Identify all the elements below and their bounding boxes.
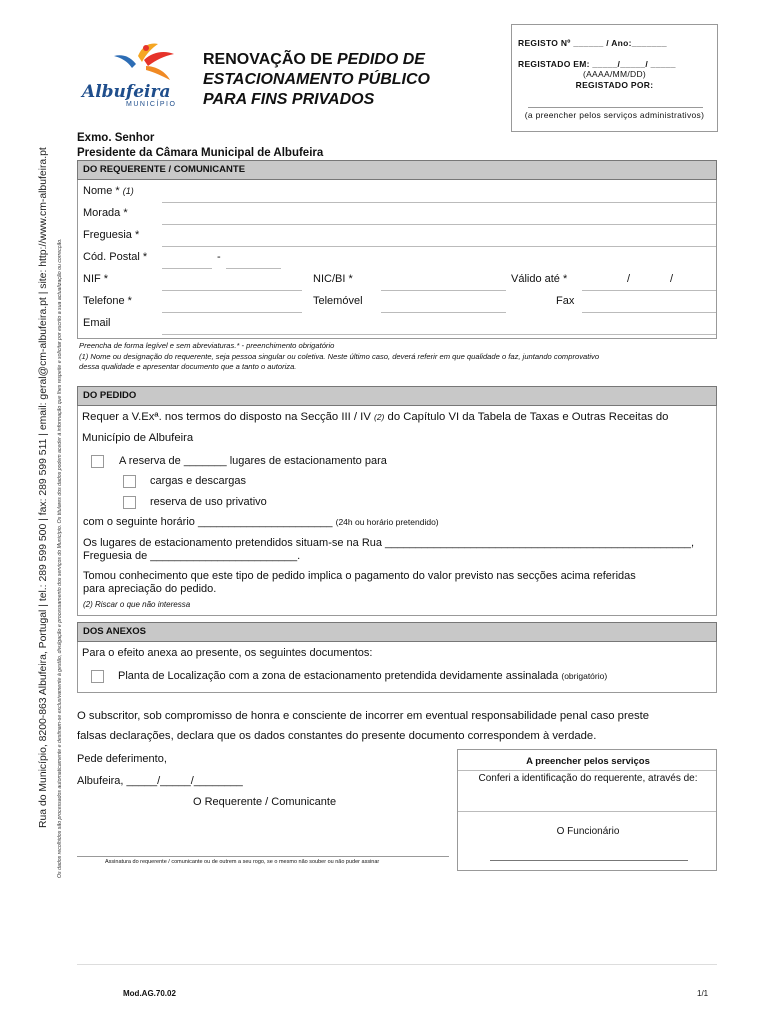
requerente-signature-line[interactable] <box>77 856 449 857</box>
declaracao-line2: falsas declarações, declara que os dados constantes do presente documento correspondem à verdade. <box>77 730 597 742</box>
section-header-requerente: DO REQUERENTE / COMUNICANTE <box>77 160 717 180</box>
cod-postal-field-2[interactable] <box>226 268 281 269</box>
pedido-req-line1b: do Capítulo VI da Tabela de Taxas e Outras Receitas do <box>387 411 669 423</box>
title-line2: ESTACIONAMENTO PÚBLICO <box>203 71 430 88</box>
date-format: (AAAA/MM/DD) <box>582 69 647 79</box>
registo-box <box>511 24 718 132</box>
sidebar-privacy-note: Os dados recolhidos são processados automaticamente e destinam-se exclusivamente à gestão, divulgação e processamento dos serviços do Município. Os titulares dos dados podem aceder à informação que lhes respeite e solicitar por escrito a sua actualização ou correcção. <box>57 238 63 878</box>
email-field[interactable] <box>162 334 716 335</box>
pedido-box <box>77 406 717 616</box>
nome-field[interactable] <box>162 202 716 203</box>
title-line1-a: RENOVAÇÃO DE <box>203 51 337 68</box>
registo-signature-line <box>528 107 703 108</box>
morada-label: Morada * <box>83 207 128 219</box>
footer-divider <box>77 964 717 965</box>
planta-label: Planta de Localização com a zona de estacionamento pretendida devidamente assinalada <box>118 670 559 682</box>
riscar-note: (2) Riscar o que não interessa <box>83 600 191 609</box>
anexos-intro: Para o efeito anexa ao presente, os seguintes documentos: <box>82 647 373 659</box>
conhecimento-line1: Tomou conhecimento que este tipo de pedido implica o pagamento do valor previsto nas secções acima referidas <box>83 570 636 582</box>
nome-label: Nome * <box>83 185 120 197</box>
valido-field[interactable] <box>582 290 716 291</box>
reserva-checkbox[interactable] <box>91 455 104 468</box>
section-header-pedido: DO PEDIDO <box>77 386 717 406</box>
fax-field[interactable] <box>582 312 716 313</box>
addressee-line1: Exmo. Senhor <box>77 132 155 144</box>
servicos-conferi: Conferi a identificação do requerente, através de: <box>478 773 698 784</box>
sidebar-address: Rua do Município, 8200-863 Albufeira, Portugal | tel.: 289 599 500 | fax: 289 599 511 | email: geral@cm-albufeira.pt | site: http://www.cm-albufeira.pt <box>38 147 49 828</box>
assinatura-note: Assinatura do requerente / comunicante ou de outrem a seu rogo, se o mesmo não souber ou não puder assinar <box>105 859 380 865</box>
nic-label: NIC/BI * <box>313 273 353 285</box>
horario-label: com o seguinte horário ______________________ <box>83 516 333 528</box>
logo-name: Albufeira <box>82 82 171 102</box>
planta-note: (obrigatório) <box>561 671 608 681</box>
valido-label: Válido até * <box>511 273 568 285</box>
requerente-note-1: Preencha de forma legível e sem abreviaturas.* - preenchimento obrigatório <box>79 341 335 350</box>
cod-postal-separator: - <box>217 251 221 263</box>
title-line3: PARA FINS PRIVADOS <box>203 91 375 108</box>
section-header-anexos: DOS ANEXOS <box>77 622 717 642</box>
declaracao-line1: O subscritor, sob compromisso de honra e consciente de incorrer em eventual responsabilidade penal caso preste <box>77 710 650 722</box>
telemovel-label: Telemóvel <box>313 295 363 307</box>
registado-por: REGISTADO POR: <box>575 80 654 90</box>
privativo-checkbox[interactable] <box>123 496 136 509</box>
nome-note: (1) <box>122 186 134 196</box>
footer-mod: Mod.AG.70.02 <box>123 989 176 998</box>
lugares-line2: Freguesia de ________________________. <box>83 550 301 562</box>
pedido-req-line1: Requer a V.Exª. nos termos do disposto na Secção III / IV <box>82 411 371 423</box>
cargas-checkbox[interactable] <box>123 475 136 488</box>
nif-field[interactable] <box>162 290 302 291</box>
reserva-label: A reserva de _______ lugares de estacionamento para <box>119 455 387 467</box>
fax-label: Fax <box>556 295 575 307</box>
anexos-box <box>77 642 717 693</box>
nic-field[interactable] <box>381 290 506 291</box>
valido-slash-1: / <box>627 273 631 285</box>
pedido-req-note: (2) <box>374 412 385 422</box>
cod-postal-field-1[interactable] <box>162 268 212 269</box>
funcionario-signature-line[interactable] <box>490 860 688 861</box>
requerente-note-2: (1) Nome ou designação do requerente, seja pessoa singular ou coletiva. Neste último caso, deverá referir em que qualidade o faz, juntando comprovativo <box>79 351 600 361</box>
footer-page: 1/1 <box>697 989 709 998</box>
cargas-label: cargas e descargas <box>150 475 246 487</box>
freguesia-label: Freguesia * <box>83 229 140 241</box>
telemovel-field[interactable] <box>381 312 506 313</box>
morada-field[interactable] <box>162 224 716 225</box>
conhecimento-line2: para apreciação do pedido. <box>83 583 217 595</box>
requerente-signature-label: O Requerente / Comunicante <box>193 796 337 808</box>
cod-postal-label: Cód. Postal * <box>83 251 148 263</box>
nif-label: NIF * <box>83 273 109 285</box>
addressee-line2: Presidente da Câmara Municipal de Albufeira <box>77 147 324 159</box>
email-label: Email <box>83 317 111 329</box>
albufeira-logo <box>80 38 195 110</box>
telefone-field[interactable] <box>162 312 302 313</box>
servicos-box <box>457 749 717 871</box>
servicos-divider <box>458 770 716 771</box>
pedido-req-line2: Município de Albufeira <box>82 432 194 444</box>
requerente-notes <box>79 341 719 373</box>
lugares-line1: Os lugares de estacionamento pretendidos situam-se na Rua __________________________________________________, <box>83 537 694 549</box>
registado-em: REGISTADO EM: _____/_____/ _____ <box>518 59 676 69</box>
valido-slash-2: / <box>670 273 674 285</box>
page-title <box>203 50 430 110</box>
freguesia-field[interactable] <box>162 246 716 247</box>
planta-checkbox[interactable] <box>91 670 104 683</box>
funcionario-label: O Funcionário <box>556 826 620 837</box>
registo-number: REGISTO Nº ______ / Ano:_______ <box>518 38 667 48</box>
requerente-note-3: dessa qualidade e apresentar documento que a tanto o autoriza. <box>79 362 297 371</box>
addressee <box>77 131 323 161</box>
local-data: Albufeira, _____/_____/________ <box>77 775 243 787</box>
privativo-label: reserva de uso privativo <box>150 496 267 508</box>
horario-note: (24h ou horário pretendido) <box>335 517 439 527</box>
pede-deferimento: Pede deferimento, <box>77 753 167 765</box>
servicos-divider-2 <box>458 811 716 812</box>
title-line1-b: PEDIDO DE <box>336 51 425 68</box>
servicos-title: A preencher pelos serviços <box>526 756 650 767</box>
telefone-label: Telefone * <box>83 295 132 307</box>
registo-note: (a preencher pelos serviços administrativos) <box>524 110 705 120</box>
requerente-box <box>77 180 717 339</box>
logo-subtitle: MUNICÍPIO <box>126 101 177 108</box>
